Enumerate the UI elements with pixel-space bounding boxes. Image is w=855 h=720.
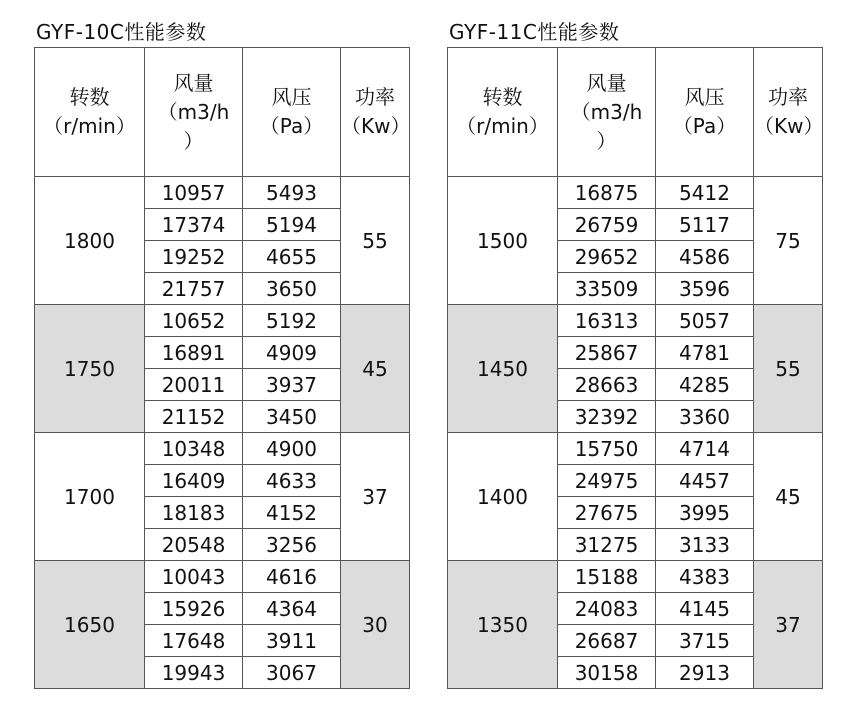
power-cell: 37 (754, 561, 823, 689)
header-speed-line: 转数 (69, 85, 110, 109)
flow-cell: 32392 (558, 401, 656, 433)
speed-cell: 1500 (448, 177, 558, 305)
flow-cell: 29652 (558, 241, 656, 273)
flow-cell: 16313 (558, 305, 656, 337)
flow-cell: 24975 (558, 465, 656, 497)
pressure-cell: 4364 (243, 593, 341, 625)
table-row (448, 177, 823, 209)
performance-table (34, 47, 410, 689)
table-title: GYF-11C性能参数 (449, 20, 620, 44)
header-pressure-line: （Pa） (672, 114, 737, 138)
header-pressure-line: （Pa） (259, 114, 324, 138)
flow-cell: 28663 (558, 369, 656, 401)
pressure-cell: 5117 (656, 209, 754, 241)
header-pressure (243, 48, 341, 177)
flow-cell: 21152 (145, 401, 243, 433)
pressure-cell: 4633 (243, 465, 341, 497)
header-row (35, 48, 410, 177)
table-row (35, 177, 410, 209)
header-pressure (656, 48, 754, 177)
table-row (448, 561, 823, 593)
speed-cell: 1750 (35, 305, 145, 433)
power-cell: 45 (754, 433, 823, 561)
flow-cell: 19252 (145, 241, 243, 273)
header-flow (145, 48, 243, 177)
pressure-cell: 5493 (243, 177, 341, 209)
speed-cell: 1800 (35, 177, 145, 305)
pressure-cell: 4586 (656, 241, 754, 273)
header-power-line: （Kw） (341, 114, 411, 138)
power-cell: 55 (341, 177, 410, 305)
header-speed (448, 48, 558, 177)
speed-cell: 1350 (448, 561, 558, 689)
header-flow-line: 风量 (173, 70, 214, 95)
header-pressure-line: 风压 (684, 85, 725, 109)
performance-table (447, 47, 823, 689)
pressure-cell: 4152 (243, 497, 341, 529)
flow-cell: 15750 (558, 433, 656, 465)
speed-cell: 1450 (448, 305, 558, 433)
pressure-cell: 4383 (656, 561, 754, 593)
flow-cell: 31275 (558, 529, 656, 561)
power-cell: 45 (341, 305, 410, 433)
table-row (35, 433, 410, 465)
pressure-cell: 4900 (243, 433, 341, 465)
pressure-cell: 3995 (656, 497, 754, 529)
pressure-cell: 3360 (656, 401, 754, 433)
pressure-cell: 4145 (656, 593, 754, 625)
flow-cell: 21757 (145, 273, 243, 305)
header-flow (558, 48, 656, 177)
header-speed-line: （r/min） (456, 114, 549, 138)
flow-cell: 10043 (145, 561, 243, 593)
flow-cell: 33509 (558, 273, 656, 305)
header-speed (35, 48, 145, 177)
pressure-cell: 4285 (656, 369, 754, 401)
gyf-10c-block (34, 18, 410, 689)
speed-cell: 1700 (35, 433, 145, 561)
header-row (448, 48, 823, 177)
pressure-cell: 4655 (243, 241, 341, 273)
power-cell: 37 (341, 433, 410, 561)
pressure-cell: 3067 (243, 657, 341, 689)
flow-cell: 16891 (145, 337, 243, 369)
header-speed-line: 转数 (482, 85, 523, 109)
pressure-cell: 5412 (656, 177, 754, 209)
flow-cell: 27675 (558, 497, 656, 529)
pressure-cell: 3450 (243, 401, 341, 433)
flow-cell: 17648 (145, 625, 243, 657)
speed-cell: 1650 (35, 561, 145, 689)
header-flow-line: （m3/h (157, 99, 230, 124)
pressure-cell: 3937 (243, 369, 341, 401)
table-row (35, 561, 410, 593)
table-title: GYF-10C性能参数 (36, 20, 207, 44)
header-power (754, 48, 823, 177)
pressure-cell: 3256 (243, 529, 341, 561)
pressure-cell: 5194 (243, 209, 341, 241)
flow-cell: 26687 (558, 625, 656, 657)
pressure-cell: 4909 (243, 337, 341, 369)
gyf-11c-block (447, 18, 823, 689)
flow-cell: 24083 (558, 593, 656, 625)
speed-cell: 1400 (448, 433, 558, 561)
flow-cell: 10957 (145, 177, 243, 209)
pressure-cell: 4616 (243, 561, 341, 593)
flow-cell: 15926 (145, 593, 243, 625)
flow-cell: 10348 (145, 433, 243, 465)
flow-cell: 16875 (558, 177, 656, 209)
power-cell: 55 (754, 305, 823, 433)
flow-cell: 26759 (558, 209, 656, 241)
flow-cell: 16409 (145, 465, 243, 497)
power-cell: 75 (754, 177, 823, 305)
pressure-cell: 3715 (656, 625, 754, 657)
header-pressure-line: 风压 (271, 85, 312, 109)
flow-cell: 17374 (145, 209, 243, 241)
table-row (448, 305, 823, 337)
header-flow-line: ） (596, 128, 617, 153)
pressure-cell: 4457 (656, 465, 754, 497)
header-flow-line: ） (183, 128, 204, 153)
flow-cell: 15188 (558, 561, 656, 593)
flow-cell: 18183 (145, 497, 243, 529)
flow-cell: 20011 (145, 369, 243, 401)
flow-cell: 20548 (145, 529, 243, 561)
pressure-cell: 3911 (243, 625, 341, 657)
header-power (341, 48, 410, 177)
table-row (35, 305, 410, 337)
header-speed-line: （r/min） (43, 114, 136, 138)
pressure-cell: 3133 (656, 529, 754, 561)
header-power-line: 功率 (355, 85, 395, 109)
pressure-cell: 2913 (656, 657, 754, 689)
power-cell: 30 (341, 561, 410, 689)
flow-cell: 19943 (145, 657, 243, 689)
pressure-cell: 5057 (656, 305, 754, 337)
header-power-line: （Kw） (754, 114, 824, 138)
table-row (448, 433, 823, 465)
header-flow-line: 风量 (586, 70, 627, 95)
pressure-cell: 5192 (243, 305, 341, 337)
pressure-cell: 3596 (656, 273, 754, 305)
flow-cell: 30158 (558, 657, 656, 689)
pressure-cell: 4714 (656, 433, 754, 465)
pressure-cell: 3650 (243, 273, 341, 305)
flow-cell: 25867 (558, 337, 656, 369)
flow-cell: 10652 (145, 305, 243, 337)
header-power-line: 功率 (768, 85, 808, 109)
pressure-cell: 4781 (656, 337, 754, 369)
header-flow-line: （m3/h (570, 99, 643, 124)
